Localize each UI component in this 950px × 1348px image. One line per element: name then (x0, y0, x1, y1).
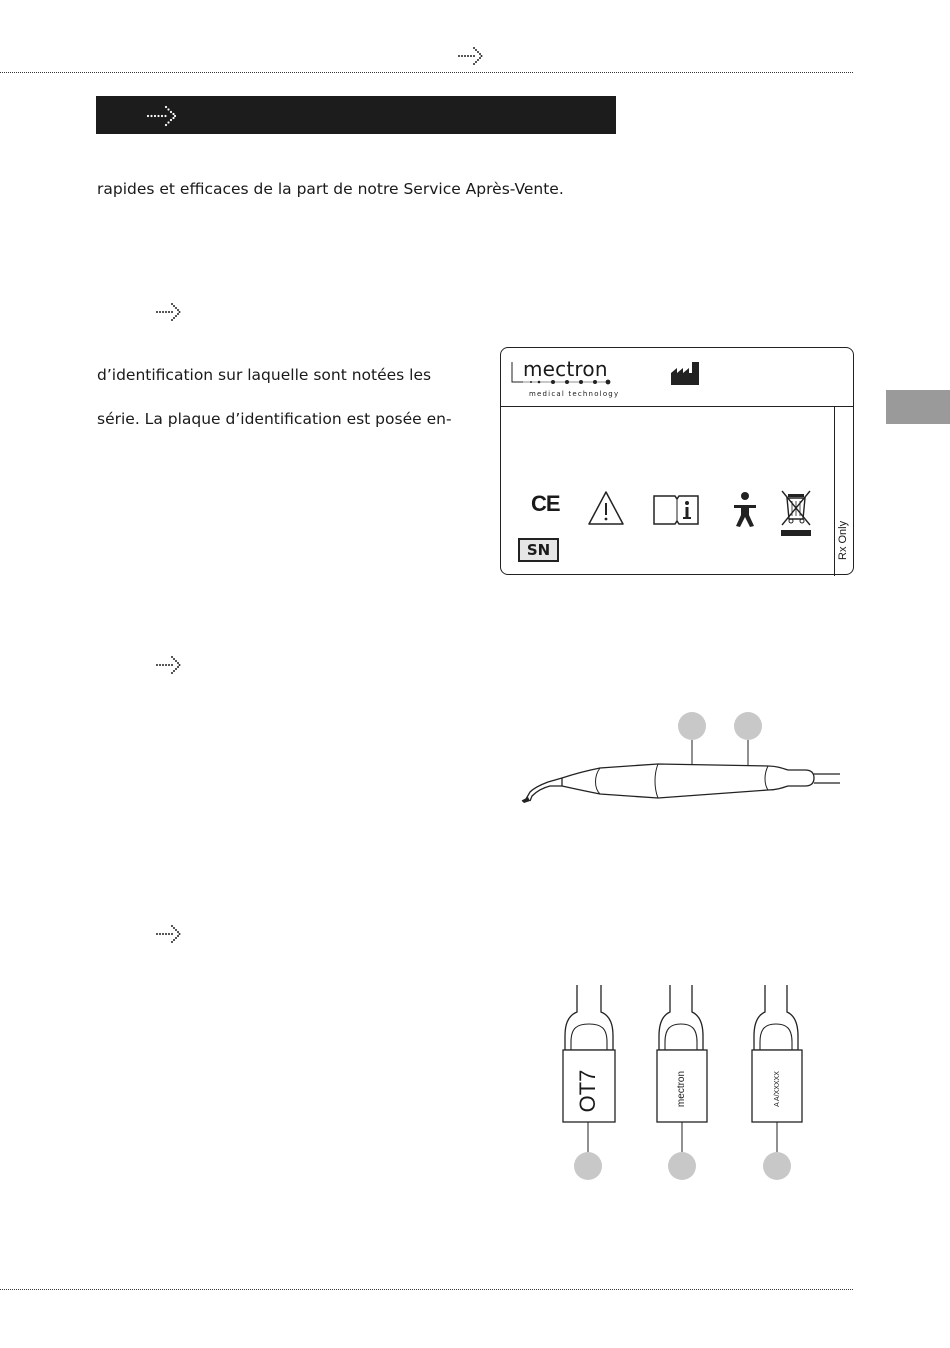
plate-side-divider (834, 406, 835, 576)
footer-dotted-rule (0, 1289, 853, 1290)
tip-label-mectron: mectron (676, 1070, 687, 1108)
header-dotted-rule (0, 72, 853, 73)
tip-label-serial: A A/XXXXX (774, 1071, 781, 1107)
subsection-arrow-icon (155, 923, 183, 945)
serial-number-symbol: SN (518, 538, 559, 562)
brand-logo-text: mectron (523, 357, 608, 381)
section-arrow-icon (146, 104, 180, 128)
manufacturer-icon (670, 361, 700, 386)
paragraph-identification-1: d’identification sur laquelle sont notées les (97, 366, 432, 384)
ce-mark: CE (531, 491, 560, 516)
rx-only-label: Rx Only (837, 520, 849, 560)
tip-label-ot7: OT7 (575, 1069, 600, 1113)
identification-plate (500, 347, 854, 575)
header-arrow-icon (457, 45, 485, 67)
brand-tagline: medical technology (529, 390, 620, 398)
subsection-arrow-icon (155, 654, 183, 676)
paragraph-service: rapides et efficaces de la part de notre Service Après-Vente. (97, 180, 564, 198)
chapter-side-tab (886, 390, 950, 424)
instructions-manual-icon (651, 492, 701, 526)
callout-1 (678, 712, 706, 740)
section-header-bar (96, 96, 616, 134)
weee-crossed-bin-icon (779, 489, 813, 541)
warning-icon (587, 489, 625, 527)
plate-divider (501, 406, 853, 407)
paragraph-identification-2: série. La plaque d’identification est posée en- (97, 410, 452, 428)
type-b-applied-part-icon (730, 491, 760, 529)
handpiece-illustration (510, 700, 850, 815)
callout-2 (734, 712, 762, 740)
subsection-arrow-icon (155, 301, 183, 323)
